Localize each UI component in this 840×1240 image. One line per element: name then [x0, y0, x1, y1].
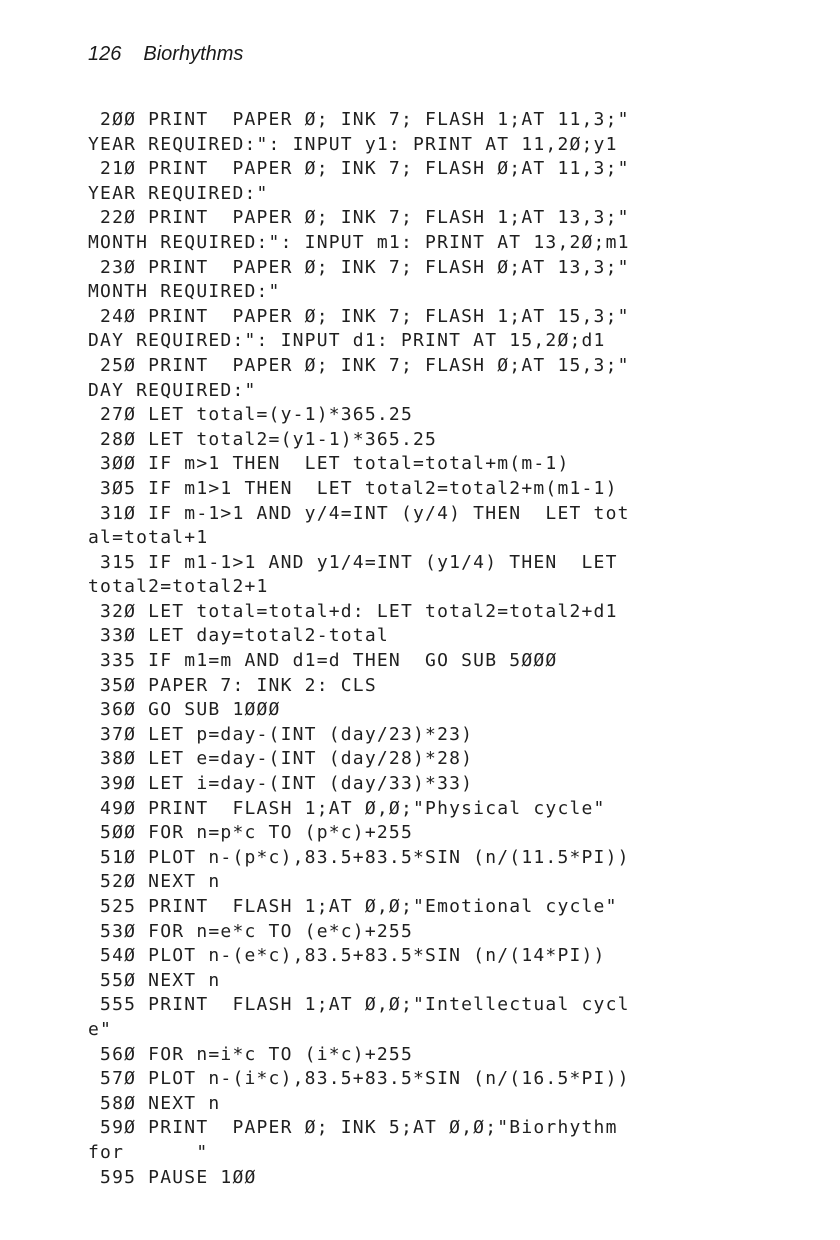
listing-line: DAY REQUIRED:": INPUT d1: PRINT AT 15,2Ø;d1 — [88, 330, 606, 352]
listing-line: 37Ø LET p=day-(INT (day/23)*23) — [88, 723, 474, 745]
listing-line: e" — [88, 1018, 113, 1040]
listing-line: al=total+1 — [88, 527, 209, 549]
listing-line: YEAR REQUIRED:" — [88, 182, 269, 204]
listing-line: 59Ø PRINT PAPER Ø; INK 5;AT Ø,Ø;"Biorhythm — [88, 1117, 618, 1139]
listing-line: 525 PRINT FLASH 1;AT Ø,Ø;"Emotional cycle" — [88, 896, 618, 917]
listing-line: 33Ø LET day=total2-total — [88, 625, 389, 647]
listing-line: 52Ø NEXT n — [88, 871, 221, 893]
listing-line: 57Ø PLOT n-(i*c),83.5+83.5*SIN (n/(16.5*PI)) — [88, 1068, 630, 1090]
listing-line: 595 PAUSE 1ØØ — [88, 1166, 257, 1188]
listing-line: total2=total2+1 — [88, 576, 269, 598]
listing-line: 32Ø LET total=total+d: LET total2=total2+d1 — [88, 600, 618, 622]
listing-line: 28Ø LET total2=(y1-1)*365.25 — [88, 428, 438, 450]
program-listing — [88, 108, 728, 1190]
listing-line: 3ØØ IF m>1 THEN LET total=total+m(m-1) — [88, 453, 570, 475]
listing-line: 21Ø PRINT PAPER Ø; INK 7; FLASH Ø;AT 11,3;" — [88, 158, 630, 180]
listing-line: 22Ø PRINT PAPER Ø; INK 7; FLASH 1;AT 13,3;" — [88, 207, 630, 229]
listing-line: 555 PRINT FLASH 1;AT Ø,Ø;"Intellectual cycl — [88, 994, 630, 1016]
listing-line: 39Ø LET i=day-(INT (day/33)*33) — [88, 773, 474, 795]
listing-line: 25Ø PRINT PAPER Ø; INK 7; FLASH Ø;AT 15,3;" — [88, 354, 630, 376]
listing-line: 53Ø FOR n=e*c TO (e*c)+255 — [88, 920, 413, 942]
running-head — [88, 43, 243, 66]
listing-line: 55Ø NEXT n — [88, 969, 221, 991]
listing-line: 27Ø LET total=(y-1)*365.25 — [88, 404, 413, 426]
listing-line: 36Ø GO SUB 1ØØØ — [88, 699, 281, 721]
listing-line: 51Ø PLOT n-(p*c),83.5+83.5*SIN (n/(11.5*PI)) — [88, 846, 630, 868]
listing-line: 56Ø FOR n=i*c TO (i*c)+255 — [88, 1043, 413, 1065]
listing-line: 49Ø PRINT FLASH 1;AT Ø,Ø;"Physical cycle" — [88, 797, 606, 819]
listing-line: 38Ø LET e=day-(INT (day/28)*28) — [88, 748, 474, 770]
listing-line: 3Ø5 IF m1>1 THEN LET total2=total2+m(m1-1) — [88, 477, 618, 499]
listing-line: MONTH REQUIRED:" — [88, 281, 281, 303]
listing-line: YEAR REQUIRED:": INPUT y1: PRINT AT 11,2Ø;y1 — [88, 133, 618, 155]
listing-line: 335 IF m1=m AND d1=d THEN GO SUB 5ØØØ — [88, 650, 558, 672]
listing-line: 23Ø PRINT PAPER Ø; INK 7; FLASH Ø;AT 13,3;" — [88, 256, 630, 278]
chapter-title: Biorhythms — [143, 43, 244, 65]
listing-line: MONTH REQUIRED:": INPUT m1: PRINT AT 13,2Ø;m1 — [88, 231, 630, 253]
listing-line: 31Ø IF m-1>1 AND y/4=INT (y/4) THEN LET tot — [88, 502, 630, 524]
listing-line: for " — [88, 1141, 209, 1163]
listing-line: 54Ø PLOT n-(e*c),83.5+83.5*SIN (n/(14*PI)) — [88, 945, 606, 967]
listing-line: 2ØØ PRINT PAPER Ø; INK 7; FLASH 1;AT 11,3;" — [88, 109, 630, 130]
listing-line: 35Ø PAPER 7: INK 2: CLS — [88, 674, 377, 696]
listing-line: 58Ø NEXT n — [88, 1092, 221, 1114]
listing-line: 5ØØ FOR n=p*c TO (p*c)+255 — [88, 822, 413, 844]
page-number: 126 — [88, 43, 122, 65]
listing-line: 24Ø PRINT PAPER Ø; INK 7; FLASH 1;AT 15,3;" — [88, 305, 630, 327]
listing-line: DAY REQUIRED:" — [88, 379, 257, 401]
listing-line: 315 IF m1-1>1 AND y1/4=INT (y1/4) THEN LET — [88, 551, 618, 573]
